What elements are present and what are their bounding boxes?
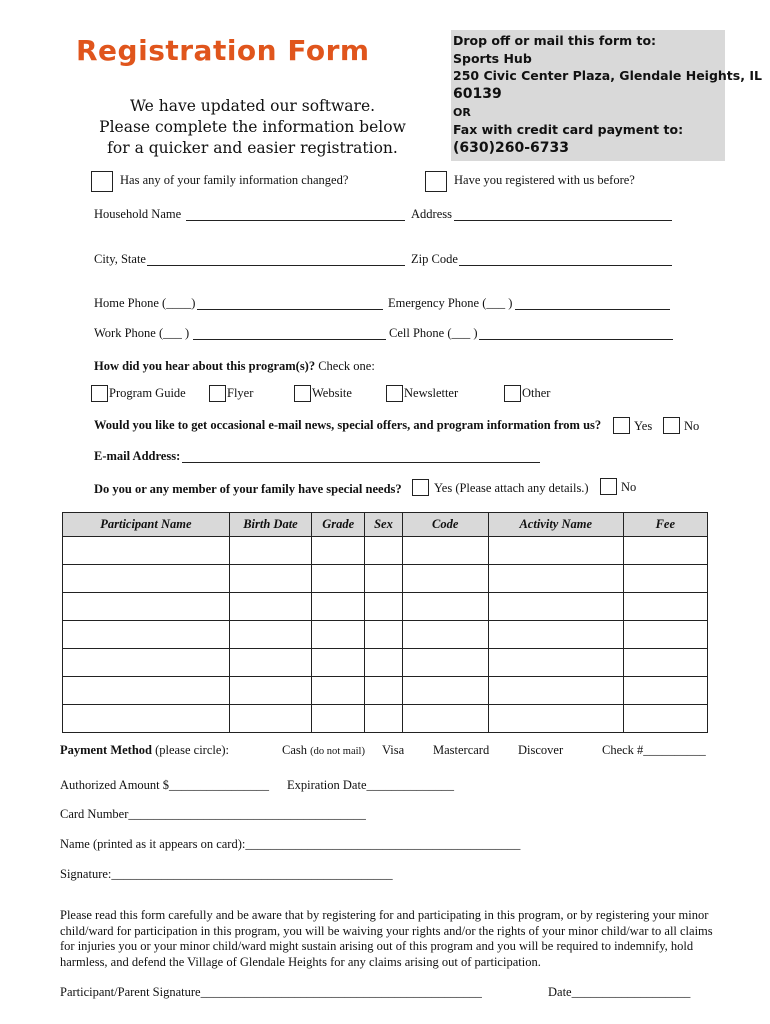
table-cell[interactable] <box>365 593 402 621</box>
table-cell[interactable] <box>63 621 230 649</box>
table-cell[interactable] <box>623 593 707 621</box>
dropoff-fax-number: (630)260-6733 <box>453 139 570 156</box>
table-cell[interactable] <box>488 565 623 593</box>
table-cell[interactable] <box>312 537 365 565</box>
header-activity-name: Activity Name <box>488 513 623 537</box>
table-row <box>63 565 708 593</box>
table-row <box>63 593 708 621</box>
table-cell[interactable] <box>63 537 230 565</box>
table-cell[interactable] <box>229 677 311 705</box>
table-cell[interactable] <box>229 621 311 649</box>
cell-phone-label: Cell Phone (___ ) <box>389 326 478 340</box>
table-cell[interactable] <box>488 537 623 565</box>
intro-line: for a quicker and easier registration. <box>107 139 398 157</box>
table-cell[interactable] <box>623 565 707 593</box>
email-opt-yes-checkbox[interactable] <box>613 417 630 434</box>
hear-other-checkbox[interactable] <box>504 385 521 402</box>
home-phone-label: Home Phone (____) <box>94 296 196 310</box>
intro-line: Please complete the information below <box>99 118 406 136</box>
dropoff-address: 250 Civic Center Plaza, Glendale Heights, IL <box>453 68 762 83</box>
table-cell[interactable] <box>63 593 230 621</box>
table-row <box>63 649 708 677</box>
payment-cash-label: Cash <box>282 743 307 757</box>
hear-option-program-guide: Program Guide <box>109 386 186 400</box>
hear-option-flyer: Flyer <box>227 386 254 400</box>
header-participant-name: Participant Name <box>63 513 230 537</box>
email-opt-no-checkbox[interactable] <box>663 417 680 434</box>
table-cell[interactable] <box>402 537 488 565</box>
table-cell[interactable] <box>402 593 488 621</box>
city-state-label: City, State <box>94 252 146 266</box>
hear-option-website: Website <box>312 386 352 400</box>
emergency-phone-input[interactable] <box>515 309 670 310</box>
form-title: Registration Form <box>76 34 370 67</box>
table-row <box>63 677 708 705</box>
payment-check-option[interactable]: Check #__________ <box>602 743 706 757</box>
table-cell[interactable] <box>312 649 365 677</box>
table-cell[interactable] <box>402 649 488 677</box>
registered-before-checkbox[interactable] <box>425 171 447 192</box>
payment-discover-option[interactable]: Discover <box>518 743 564 757</box>
table-cell[interactable] <box>229 649 311 677</box>
expiration-date-field[interactable]: Expiration Date______________ <box>287 778 454 792</box>
table-cell[interactable] <box>402 677 488 705</box>
payment-please-circle: (please circle): <box>155 743 230 757</box>
table-cell[interactable] <box>488 649 623 677</box>
registered-before-label: Have you registered with us before? <box>454 173 635 187</box>
payment-cash-option[interactable] <box>282 743 365 758</box>
header-birth-date: Birth Date <box>229 513 311 537</box>
special-needs-yes-checkbox[interactable] <box>412 479 429 496</box>
hear-newsletter-checkbox[interactable] <box>386 385 403 402</box>
table-cell[interactable] <box>488 677 623 705</box>
table-cell[interactable] <box>312 593 365 621</box>
hear-question-label: How did you hear about this program(s)? <box>94 359 316 373</box>
table-cell[interactable] <box>229 565 311 593</box>
zip-code-input[interactable] <box>459 265 672 266</box>
table-cell[interactable] <box>488 705 623 733</box>
header-fee: Fee <box>623 513 707 537</box>
parent-signature-field[interactable]: Participant/Parent Signature_____________________________________________ <box>60 985 482 999</box>
dropoff-or: OR <box>453 105 471 119</box>
table-cell[interactable] <box>365 565 402 593</box>
waiver-text: Please read this form carefully and be aware that by registering for and participating in this program, or by registering your minor child/ward for participation in this program, you will be waiving your rights and/or the rights of your minor child/war to all claims for injuries you or your minor child/ward might sustain arising out of this program and you will be required to indemnify, hold harmless, and defend the Village of Glendale Heights for any claims arising out of participation. <box>60 908 713 969</box>
table-cell[interactable] <box>63 705 230 733</box>
work-phone-label: Work Phone (___ ) <box>94 326 190 340</box>
table-row <box>63 537 708 565</box>
table-cell[interactable] <box>488 621 623 649</box>
household-name-input[interactable] <box>186 220 405 221</box>
date-field[interactable]: Date___________________ <box>548 985 691 999</box>
header-grade: Grade <box>312 513 365 537</box>
family-changed-label: Has any of your family information changed? <box>120 173 349 187</box>
table-cell[interactable] <box>365 705 402 733</box>
table-cell[interactable] <box>312 621 365 649</box>
family-changed-checkbox[interactable] <box>91 171 113 192</box>
payment-method-label <box>60 743 229 758</box>
cell-phone-input[interactable] <box>479 339 673 340</box>
table-cell[interactable] <box>63 649 230 677</box>
address-input[interactable] <box>454 220 672 221</box>
table-cell[interactable] <box>312 677 365 705</box>
dropoff-line: Drop off or mail this form to: <box>453 33 657 48</box>
table-row <box>63 621 708 649</box>
card-signature-field[interactable]: Signature:_____________________________________________ <box>60 867 393 881</box>
table-cell[interactable] <box>623 537 707 565</box>
city-state-input[interactable] <box>147 265 405 266</box>
table-header-row <box>63 513 708 537</box>
table-cell[interactable] <box>229 705 311 733</box>
dropoff-zip: 60139 <box>453 85 502 102</box>
card-number-field[interactable]: Card Number______________________________________ <box>60 807 366 821</box>
address-label: Address <box>411 207 452 221</box>
table-cell[interactable] <box>312 565 365 593</box>
special-needs-no-label: No <box>621 480 637 494</box>
intro-text <box>90 96 415 159</box>
table-cell[interactable] <box>402 705 488 733</box>
work-phone-input[interactable] <box>193 339 386 340</box>
table-cell[interactable] <box>312 705 365 733</box>
hear-flyer-checkbox[interactable] <box>209 385 226 402</box>
hear-option-other: Other <box>522 386 551 400</box>
email-opt-no-label: No <box>684 419 700 433</box>
table-cell[interactable] <box>365 677 402 705</box>
special-needs-yes-label: Yes (Please attach any details.) <box>434 481 589 495</box>
authorized-amount-field[interactable]: Authorized Amount $________________ <box>60 778 270 792</box>
card-name-field[interactable]: Name (printed as it appears on card):____________________________________________ <box>60 837 521 851</box>
emergency-phone-label: Emergency Phone (___ ) <box>388 296 513 310</box>
table-cell[interactable] <box>488 593 623 621</box>
hear-website-checkbox[interactable] <box>294 385 311 402</box>
dropoff-line: Sports Hub <box>453 50 532 66</box>
household-name-label: Household Name <box>94 207 182 221</box>
table-cell[interactable] <box>623 649 707 677</box>
table-row <box>63 705 708 733</box>
table-cell[interactable] <box>365 649 402 677</box>
table-cell[interactable] <box>623 621 707 649</box>
table-cell[interactable] <box>229 537 311 565</box>
payment-method-title: Payment Method <box>60 743 152 757</box>
header-sex: Sex <box>365 513 402 537</box>
table-cell[interactable] <box>229 593 311 621</box>
special-needs-no-checkbox[interactable] <box>600 478 617 495</box>
email-address-label: E-mail Address: <box>94 449 181 463</box>
payment-visa-option[interactable]: Visa <box>382 743 405 757</box>
hear-option-newsletter: Newsletter <box>404 386 459 400</box>
email-opt-question: Would you like to get occasional e-mail news, special offers, and program information from us? <box>94 418 602 432</box>
header-code: Code <box>402 513 488 537</box>
hear-question <box>94 359 375 374</box>
table-cell[interactable] <box>623 705 707 733</box>
special-needs-question: Do you or any member of your family have special needs? <box>94 482 402 496</box>
hear-check-one: Check one: <box>318 359 375 373</box>
dropoff-fax-label: Fax with credit card payment to: <box>453 122 684 137</box>
hear-program-guide-checkbox[interactable] <box>91 385 108 402</box>
payment-cash-note: (do not mail) <box>310 746 365 757</box>
payment-mastercard-option[interactable]: Mastercard <box>433 743 490 757</box>
table-cell[interactable] <box>63 565 230 593</box>
participant-table <box>62 512 708 733</box>
table-cell[interactable] <box>365 621 402 649</box>
intro-line: We have updated our software. <box>129 97 376 115</box>
table-cell[interactable] <box>63 677 230 705</box>
table-cell[interactable] <box>402 621 488 649</box>
table-cell[interactable] <box>402 565 488 593</box>
table-cell[interactable] <box>623 677 707 705</box>
zip-code-label: Zip Code <box>411 252 458 266</box>
email-opt-yes-label: Yes <box>634 419 653 433</box>
home-phone-input[interactable] <box>197 309 383 310</box>
table-cell[interactable] <box>365 537 402 565</box>
dropoff-info-box <box>451 30 762 161</box>
email-address-input[interactable] <box>182 462 540 463</box>
